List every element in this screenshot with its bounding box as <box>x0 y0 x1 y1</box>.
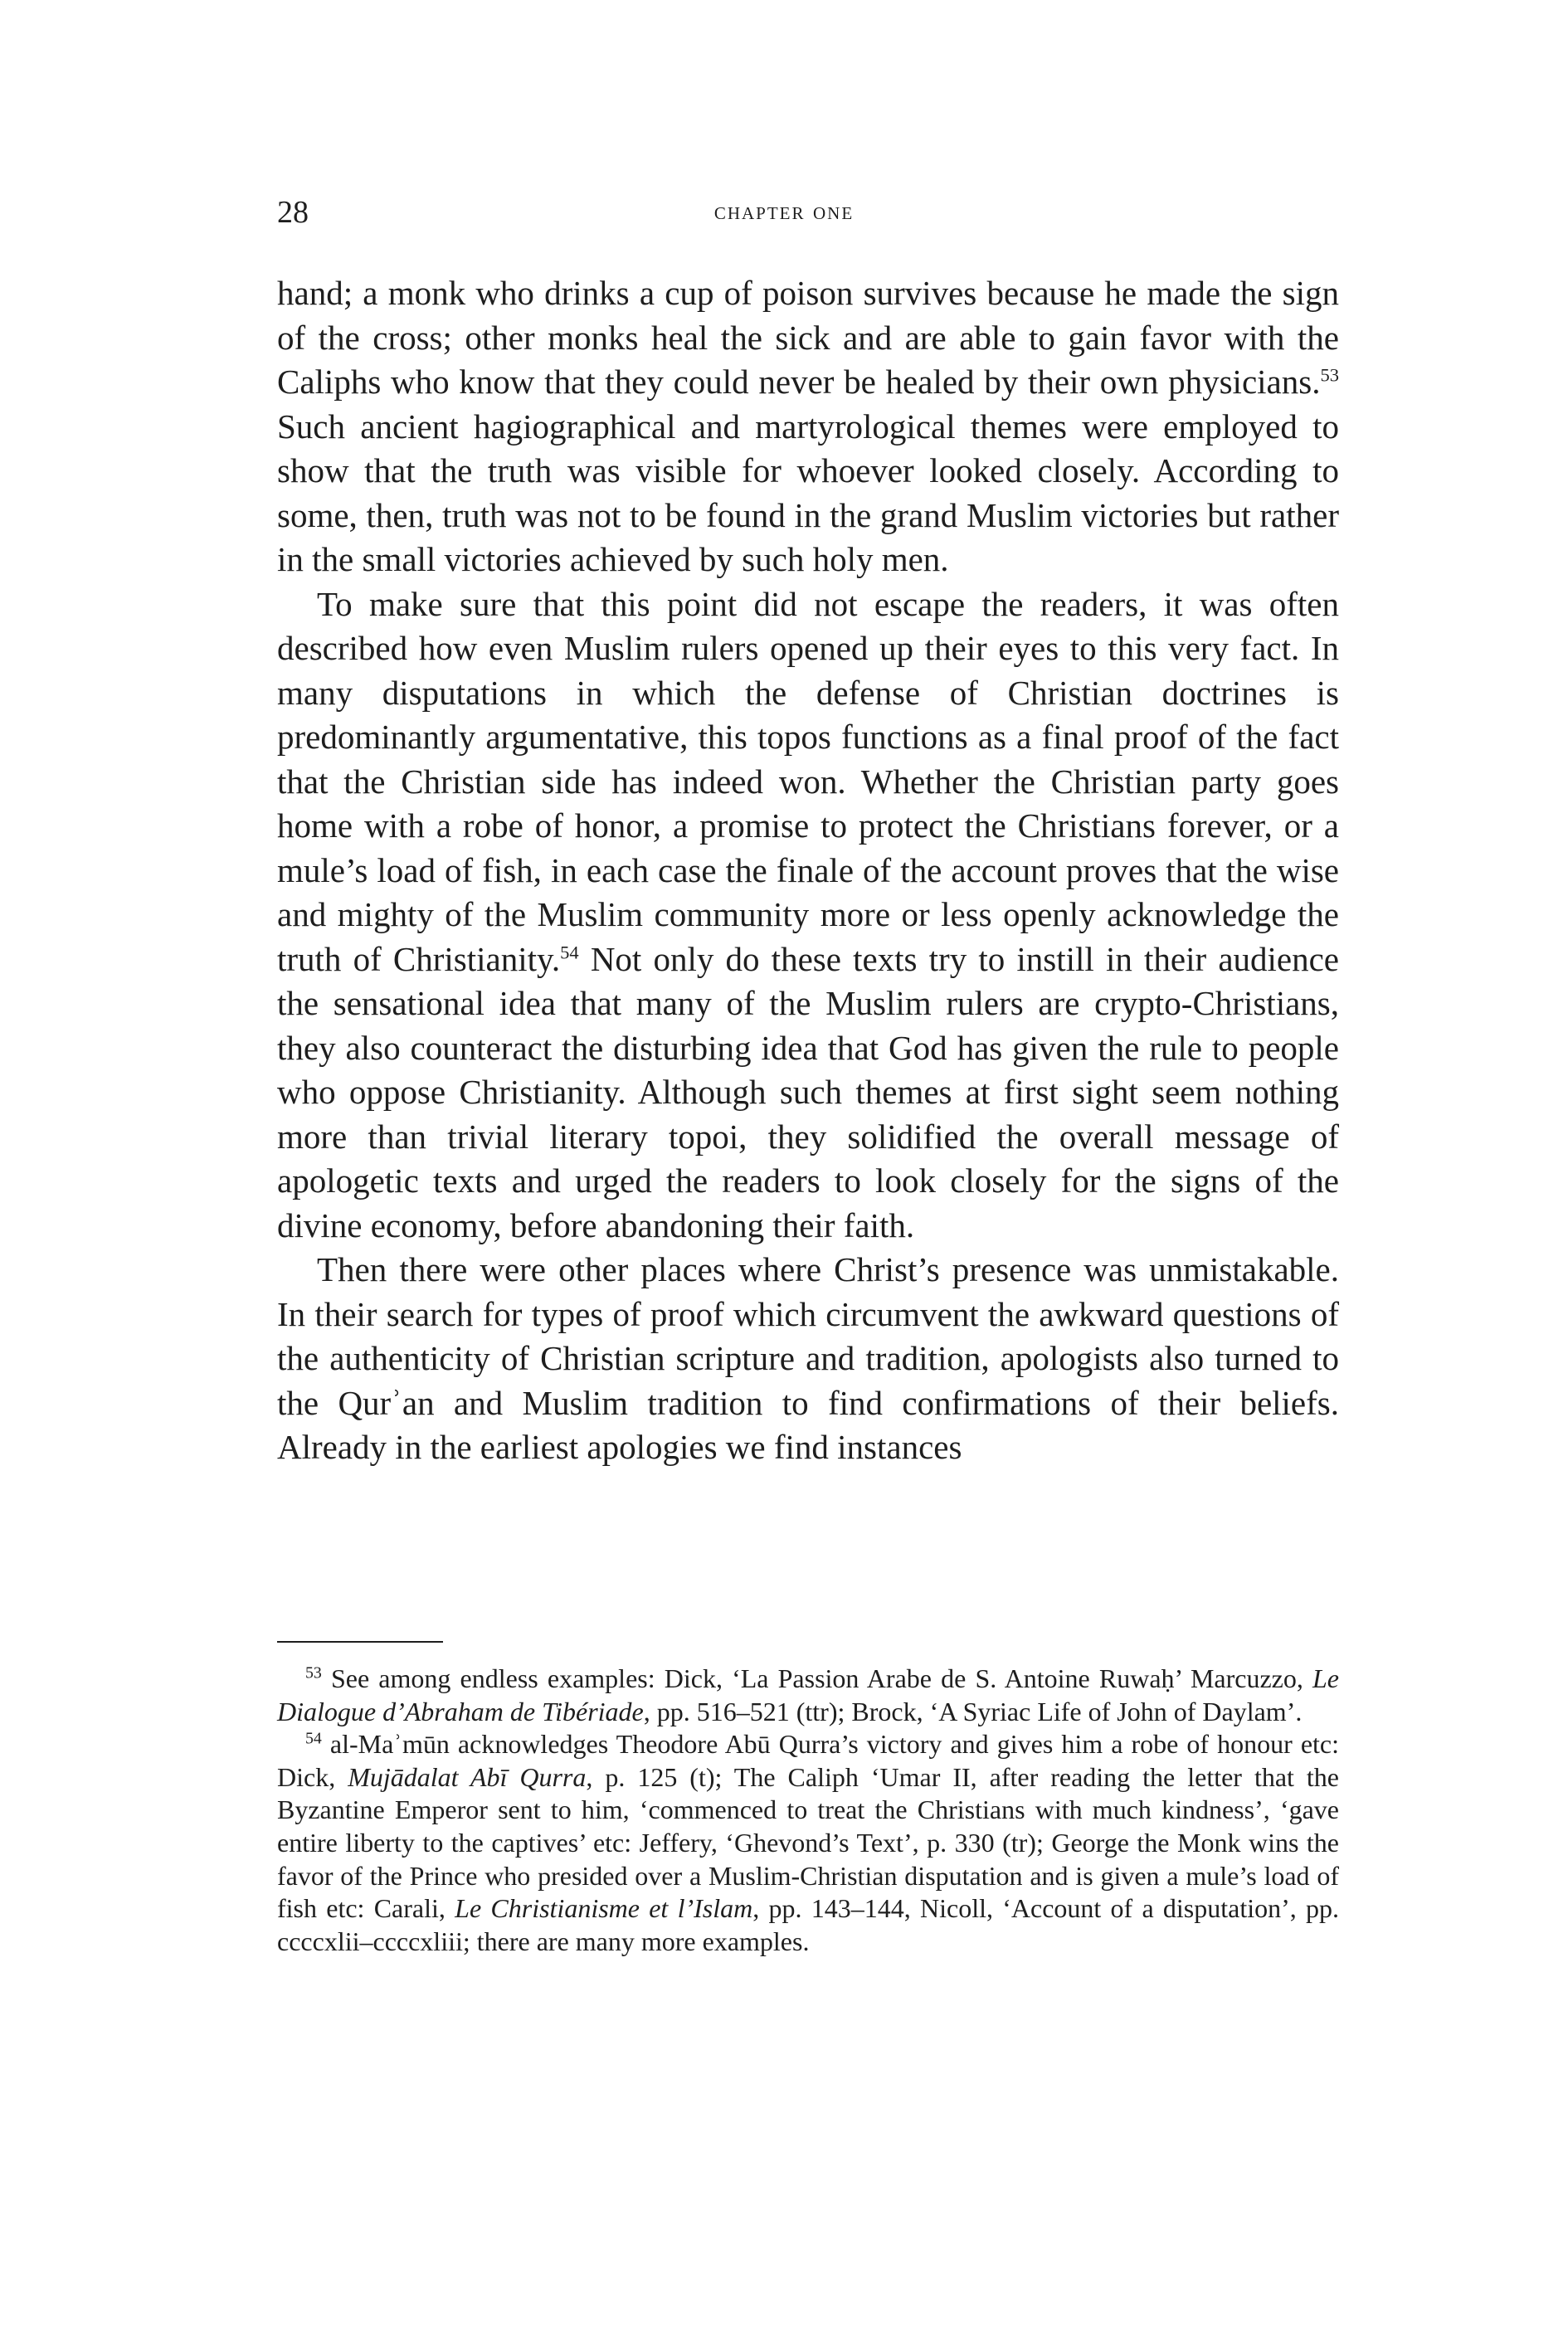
footnote-54-number: 54 <box>305 1729 322 1748</box>
footnote-54 <box>277 1728 1339 1958</box>
paragraph-2-text-a: To make sure that this point did not escape the readers, it was often described how even Muslim rulers opened up their eyes to this very fact. In many disputations in which the defense of Christian doctrines is predominantly argumentative, this topos functions as a final proof of the fact that the Christian side has indeed won. Whether the Christian party goes home with a robe of honor, a promise to protect the Christians forever, or a mule’s load of fish, in each case the finale of the account proves that the wise and mighty of the Muslim community more or less openly acknowledge the truth of Christianity. <box>277 584 1339 978</box>
footnote-53-text-a: See among endless examples: Dick, ‘La Passion Arabe de S. Antoine Ruwaḥ’ Marcuzzo, <box>321 1663 1312 1693</box>
paragraph-3: Then there were other places where Christ’s presence was unmistakable. In their search for types of proof which circumvent the awkward questions of the authenticity of Christian scripture and tradition, apologists also turned to the Qurʾan and Muslim tradition to find confirmations of their beliefs. Already in the earliest apologies we find instances <box>277 1250 1339 1466</box>
footnote-54-text-c: , pp. 143–144, Nicoll, ‘Account of a disputation’, pp. ccccxlii–ccccxliii; there are many more examples. <box>277 1893 1340 1956</box>
footnote-54-text-b: , p. 125 (t); The Caliph ‘Umar II, after reading the letter that the Byzantine Emperor sent to him, ‘commenced to treat the Christians with much kindness’, ‘gave entire liberty to the captives’ etc: Jeffery, ‘Ghevond’s Text’, p. 330 (tr); George the Monk wins the favor of the Prince who presided over a Muslim-Christian disputation and is given a mule’s load of fish etc: Carali, <box>277 1761 1340 1924</box>
paragraph-1-text-b: Such ancient hagiographical and martyrological themes were employed to show that the truth was visible for whoever looked closely. According to some, then, truth was not to be found in the grand Muslim victories but rather in the small victories achieved by such holy men. <box>277 407 1339 578</box>
footnote-53 <box>277 1663 1339 1728</box>
footnote-ref-53: 53 <box>1320 364 1339 386</box>
paragraph-1 <box>277 271 1339 582</box>
footnote-ref-54: 54 <box>560 941 579 962</box>
footnote-53-title: Le Dialogue d’Abraham de Tibériade <box>277 1663 1339 1726</box>
page-number: 28 <box>277 195 309 230</box>
footnote-54-text-a: al-Maʾmūn acknowledges Theodore Abū Qurra’s victory and gives him a robe of honour etc: Dick, <box>277 1729 1339 1792</box>
main-text <box>277 271 1339 1470</box>
paragraph-2-text-b: Not only do these texts try to instill in their audience the sensational idea that many of the Muslim rulers are crypto-Christians, they also counteract the disturbing idea that God has given the rule to people who oppose Christianity. Although such themes at first sight seem nothing more than trivial literary topoi, they solidified the overall message of apologetic texts and urged the readers to look closely for the signs of the divine economy, before abandoning their faith. <box>277 939 1339 1244</box>
footnote-divider <box>277 1641 443 1643</box>
footnote-54-title-b: Le Christianisme et l’Islam <box>455 1893 753 1924</box>
paragraph-1-text-a: hand; a monk who drinks a cup of poison survives because he made the sign of the cross; other monks heal the sick and are able to gain favor with the Caliphs who know that they could never be healed by their own physicians. <box>277 274 1339 401</box>
running-head: chapter one <box>713 197 855 225</box>
paragraph-2 <box>277 582 1339 1249</box>
footnote-53-number: 53 <box>305 1663 322 1682</box>
footnote-54-title-a: Mujādalat Abī Qurra <box>348 1761 587 1792</box>
footnotes <box>277 1663 1339 1958</box>
footnote-53-text-b: , pp. 516–521 (ttr); Brock, ‘A Syriac Life of John of Daylam’. <box>643 1696 1303 1726</box>
